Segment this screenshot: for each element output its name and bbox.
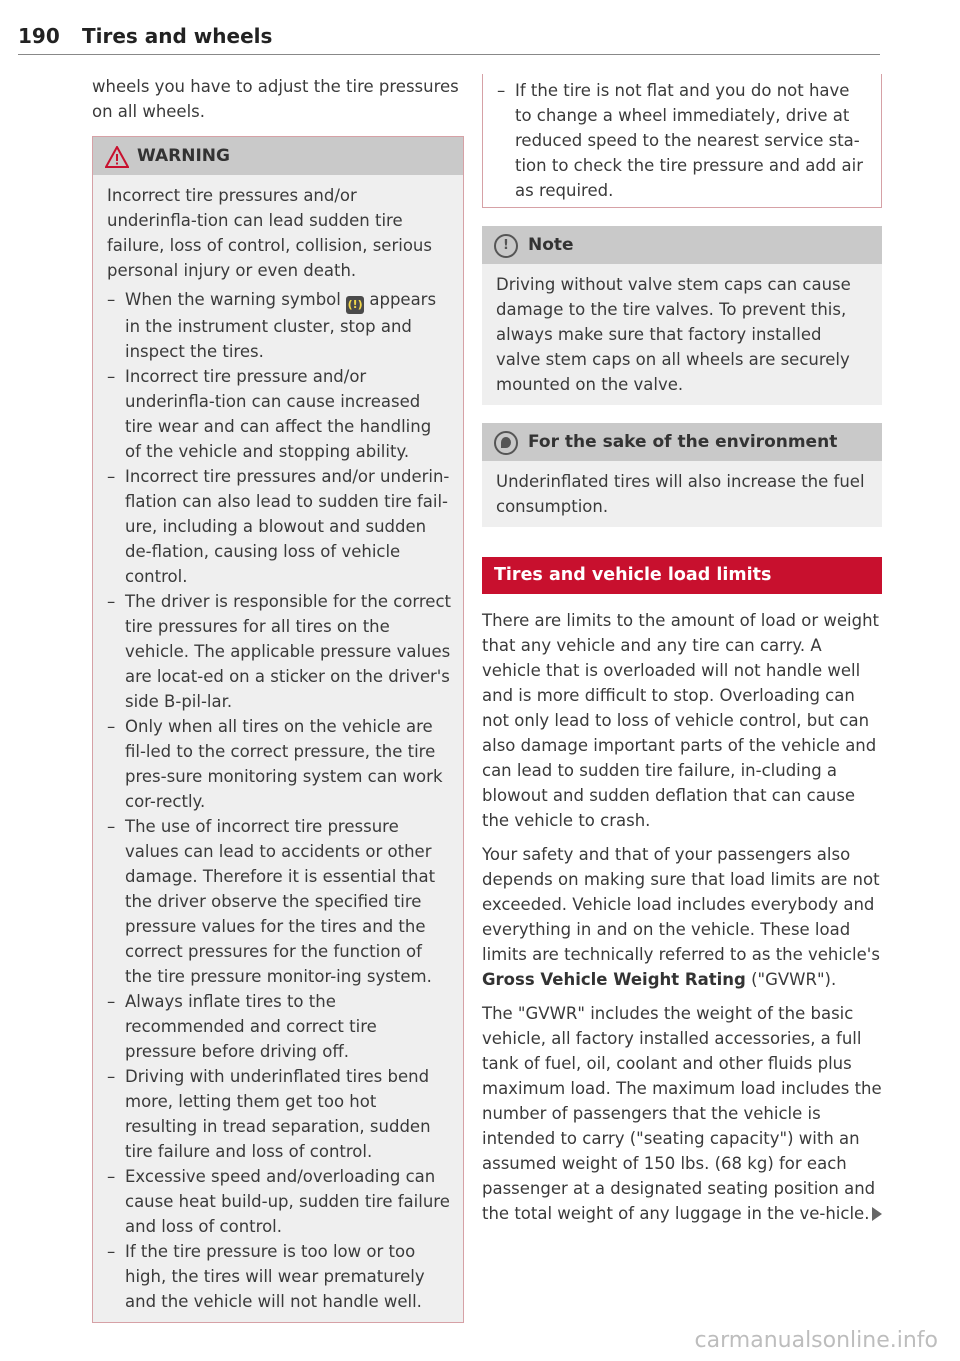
warning-item: – The driver is responsible for the correct tire pressures for all tires on the vehicle. The applicable pressure values are locat-ed on a sticker on the driver's side B-pil-lar. [107,589,451,714]
continue-arrow-icon [872,1207,882,1221]
warning-item: – When the warning symbol (!) appears in the instrument cluster, stop and inspect the tires. [107,287,451,364]
intro-text: wheels you have to adjust the tire pressures on all wheels. [92,77,459,121]
left-column [92,74,464,1323]
section-title: Tires and wheels [82,24,273,48]
environment-leaf-icon [494,431,518,455]
environment-body: Underinflated tires will also increase the fuel consumption. [496,472,865,516]
note-title: Note [528,235,574,255]
note-header [482,226,882,264]
paragraph: There are limits to the amount of load or weight that any vehicle and any tire can carry. A vehicle that is overloaded will not handle well and is more difficult to stop. Overloading can not only lead to loss of vehicle control, but can also damage important parts of the vehicle and can lead to sudden tire failure, in-cluding a blowout and sudden deflation that can cause the vehicle to crash. [482,611,880,830]
warning-item: – The use of incorrect tire pressure values can lead to accidents or other damage. Therefore it is essential that the driver observe the specified tire pressure values for the tires and the correct pressures for the function of the tire pressure monitor-ing system. [107,814,451,989]
section-heading: Tires and vehicle load limits [482,557,882,594]
page-header [18,20,880,55]
warning-item: – Incorrect tire pressure and/or underinfla-tion can cause increased tire wear and can affect the handling of the vehicle and stopping ability. [107,364,451,464]
warning-triangle-icon [105,146,129,168]
gvwr-term: Gross Vehicle Weight Rating [482,970,746,989]
warning-item: – Incorrect tire pressures and/or underin-flation can also lead to sudden tire fail-ure, including a blowout and sudden de-flation, causing loss of vehicle control. [107,464,451,589]
paragraph: Your safety and that of your passengers also depends on making sure that load limits are not exceeded. Vehicle load includes everybody and everything in and on the vehicle. These load limits are technically referred to as the vehicle's Gross Vehicle Weight Rating ("GVWR"). [482,845,880,989]
warning-header [93,137,463,175]
tpms-warning-icon: (!) [346,296,364,314]
warning-item: – If the tire pressure is too low or too high, the tires will wear prematurely and the vehicle will not handle well. [107,1239,451,1314]
warning-title: WARNING [137,146,230,166]
warning-intro: Incorrect tire pressures and/or underinfla-tion can lead sudden tire failure, loss of control, collision, serious personal injury or even death. [107,186,432,280]
warning-item: – Driving with underinflated tires bend more, letting them get too hot resulting in tread separation, sudden tire failure and loss of control. [107,1064,451,1164]
page-number: 190 [18,24,60,48]
warning-continuation [482,74,882,208]
warning-list [107,287,451,1314]
warning-box [92,136,464,1323]
environment-title: For the sake of the environment [528,432,838,452]
paragraph: The "GVWR" includes the weight of the basic vehicle, all factory installed accessories, a full tank of fuel, oil, coolant and other fluids plus maximum load. The maximum load includes the number of passengers that the vehicle is intended to carry ("seating capacity") with an assumed weight of 150 lbs. (68 kg) for each passenger at a designated seating position and the total weight of any luggage in the ve-hicle. [482,1004,882,1223]
note-body: Driving without valve stem caps can cause damage to the tire valves. To prevent this, always make sure that factory installed valve stem caps on all wheels are securely mounted on the valve. [496,275,851,394]
warning-body [93,175,463,1322]
right-column [482,76,882,1235]
warning-item: – Excessive speed and/overloading can cause heat build-up, sudden tire failure and loss of control. [107,1164,451,1239]
environment-header [482,423,882,461]
note-box [482,226,882,405]
watermark: carmanualsonline.info [694,1328,938,1353]
warning-item: – If the tire is not flat and you do not have to change a wheel immediately, drive at reduced speed to the nearest service sta-tion to check the tire pressure and add air as required. [497,78,869,203]
warning-item: – Always inflate tires to the recommended and correct tire pressure before driving off. [107,989,451,1064]
warning-item: – Only when all tires on the vehicle are fil-led to the correct pressure, the tire pres-sure monitoring system can work cor-rectly. [107,714,451,814]
note-icon: ! [494,234,518,258]
environment-box [482,423,882,527]
